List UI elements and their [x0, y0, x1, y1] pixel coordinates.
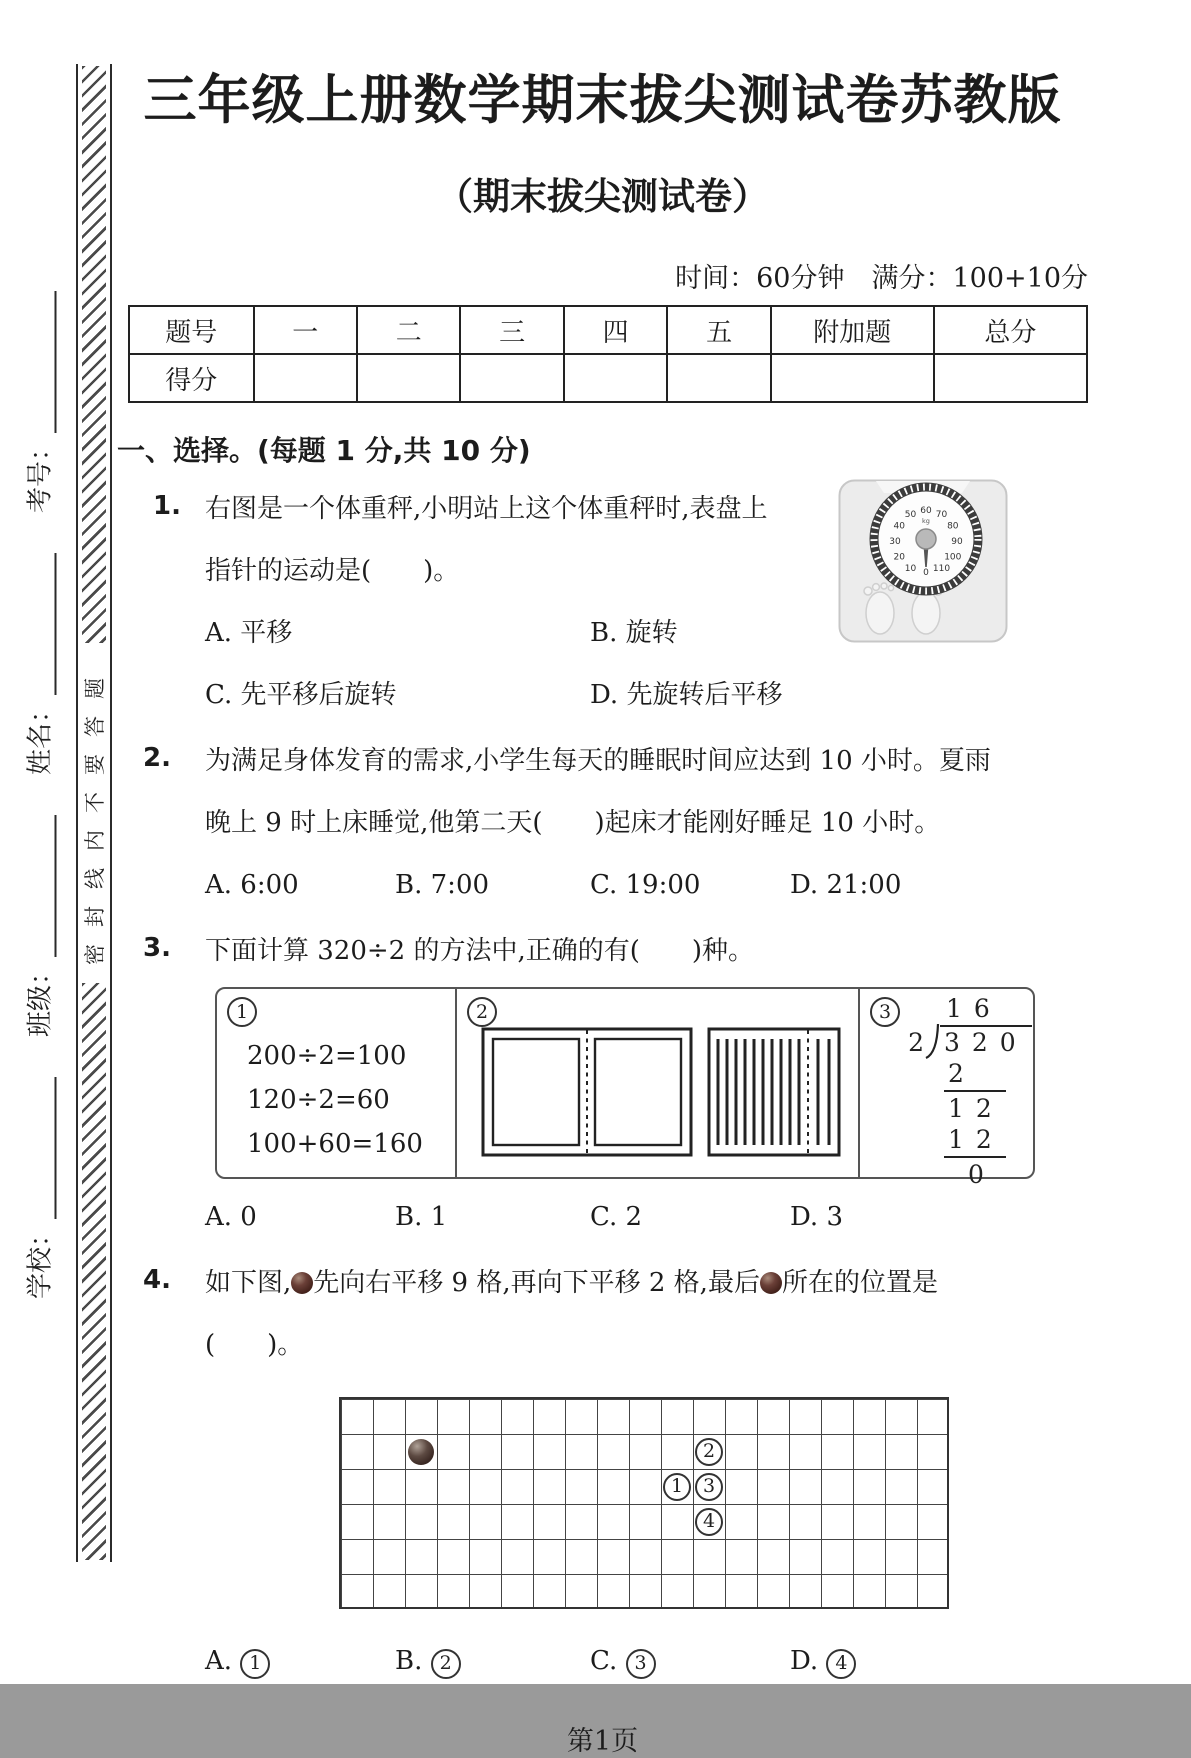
score-header-cell: 附加题 — [771, 306, 934, 354]
field-name-label: 姓名： — [25, 696, 56, 775]
field-school — [20, 1077, 57, 1299]
score-row-label: 得分 — [129, 354, 254, 402]
field-class-label: 班级： — [25, 959, 56, 1038]
score-header-cell: 三 — [460, 306, 563, 354]
division-diff1: 12 — [948, 1094, 1004, 1123]
svg-text:20: 20 — [893, 552, 905, 563]
grid-marker-2: 2 — [695, 1438, 723, 1466]
score-table — [128, 305, 1088, 403]
question-4 — [115, 1265, 1090, 1679]
score-header-cell: 总分 — [934, 306, 1087, 354]
q3-option-b: B. 1 — [395, 1202, 448, 1232]
seal-hatch-bottom — [82, 983, 106, 1560]
svg-text:kg: kg — [922, 517, 930, 525]
q1-option-a: A. 平移 — [205, 618, 293, 648]
q1-text-line2: 指针的运动是( )。 — [205, 556, 460, 586]
score-table-header-row — [129, 306, 1087, 354]
grid-marker-4: 4 — [695, 1508, 723, 1536]
q3-method1-line2: 120÷2=60 — [247, 1085, 390, 1115]
svg-text:80: 80 — [947, 521, 959, 532]
section-1-heading: 一、选择。(每题 1 分,共 10 分) — [117, 434, 531, 467]
score-header-cell: 一 — [254, 306, 357, 354]
q3-method-3 — [858, 989, 1033, 1189]
score-cell-empty — [667, 354, 770, 402]
field-class — [20, 815, 57, 1037]
field-school-label: 学校： — [25, 1221, 56, 1300]
score-cell-empty — [771, 354, 934, 402]
q3-option-a: A. 0 — [205, 1202, 257, 1232]
score-cell-empty — [934, 354, 1087, 402]
q3-method1-line3: 100+60=160 — [247, 1129, 423, 1159]
circled-2-icon: 2 — [467, 997, 497, 1027]
grid-ball-icon — [408, 1439, 434, 1465]
score-cell-empty — [564, 354, 667, 402]
svg-text:0: 0 — [923, 568, 929, 578]
question-3-number: 3. — [143, 933, 171, 963]
svg-text:70: 70 — [935, 510, 948, 521]
division-quotient: 16 — [946, 994, 1002, 1023]
field-school-blank — [27, 1077, 57, 1219]
page-subtitle: （期末拔尖测试卷） — [436, 175, 769, 218]
circled-3-icon: 3 — [870, 997, 900, 1027]
q2-option-b: B. 7:00 — [395, 870, 490, 900]
q3-text-line1: 下面计算 320÷2 的方法中,正确的有( )种。 — [205, 936, 755, 966]
score-header-cell: 四 — [564, 306, 667, 354]
field-examno — [20, 291, 57, 513]
score-cell-empty — [254, 354, 357, 402]
circled-1-icon: 1 — [240, 1649, 270, 1679]
score-cell-empty — [460, 354, 563, 402]
time-score-meta: 时间：60分钟 满分：100+10分 — [675, 263, 1088, 294]
division-rule-2 — [944, 1156, 1006, 1158]
svg-text:10: 10 — [904, 563, 917, 574]
q3-method-1 — [217, 989, 455, 1177]
long-division — [904, 993, 1032, 1190]
base-ten-blocks-diagram — [481, 1025, 841, 1165]
field-examno-blank — [27, 291, 57, 433]
q2-option-a: A. 6:00 — [205, 870, 299, 900]
q4-text-line1: 如下图, 先向右平移 9 格,再向下平移 2 格,最后 所在的位置是 — [205, 1268, 938, 1298]
ball-icon — [760, 1272, 782, 1294]
circled-4-icon: 4 — [826, 1649, 856, 1679]
field-class-blank — [27, 815, 57, 957]
division-rule-1 — [944, 1090, 1006, 1092]
question-2 — [115, 743, 1090, 903]
q4-option-d: D. 4 — [790, 1643, 1090, 1679]
circled-2-icon: 2 — [431, 1649, 461, 1679]
score-header-cell: 题号 — [129, 306, 254, 354]
svg-text:90: 90 — [951, 537, 963, 547]
seal-text: 密封线内不要答题 — [83, 661, 107, 965]
q1-option-d: D. 先旋转后平移 — [590, 680, 783, 710]
field-examno-label: 考号： — [25, 434, 56, 513]
svg-text:100: 100 — [944, 552, 962, 563]
page-number: 第1页 — [566, 1726, 639, 1757]
q4-option-b: B. 2 — [395, 1643, 590, 1679]
q1-option-b: B. 旋转 — [590, 618, 678, 648]
field-name — [20, 553, 57, 775]
q3-method-2 — [455, 989, 858, 1177]
weight-scale-image — [838, 479, 1008, 650]
scale-dial — [874, 487, 978, 591]
division-step2: 12 — [948, 1125, 1004, 1154]
q3-methods-box — [215, 987, 1035, 1189]
svg-text:30: 30 — [889, 537, 901, 547]
q1-option-c: C. 先平移后旋转 — [205, 680, 397, 710]
score-header-cell: 二 — [357, 306, 460, 354]
division-divisor: 2 — [908, 1028, 924, 1057]
grid-marker-1: 1 — [663, 1473, 691, 1501]
q2-text-line2: 晚上 9 时上床睡觉,他第二天( )起床才能刚好睡足 10 小时。 — [205, 808, 941, 838]
q2-option-c: C. 19:00 — [590, 870, 701, 900]
q2-option-d: D. 21:00 — [790, 870, 902, 900]
score-cell-empty — [357, 354, 460, 402]
q3-method1-line1: 200÷2=100 — [247, 1041, 407, 1071]
circled-3-icon: 3 — [626, 1649, 656, 1679]
page-title: 三年级上册数学期末拔尖测试卷苏教版 — [143, 70, 1062, 131]
division-dividend: 320 — [940, 1025, 1032, 1058]
exam-content — [115, 58, 1090, 1758]
sidebar-student-fields — [6, 95, 70, 1495]
q3-option-d: D. 3 — [790, 1202, 843, 1232]
svg-text:40: 40 — [893, 521, 905, 532]
svg-text:110: 110 — [932, 563, 951, 574]
division-remainder: 0 — [968, 1160, 984, 1189]
q3-option-c: C. 2 — [590, 1202, 643, 1232]
question-4-number: 4. — [143, 1265, 171, 1295]
question-2-number: 2. — [143, 743, 171, 773]
seal-line-strip — [76, 64, 112, 1562]
svg-text:60: 60 — [920, 506, 932, 516]
field-name-blank — [27, 553, 57, 695]
score-table-score-row — [129, 354, 1087, 402]
seal-hatch-top — [82, 66, 106, 643]
q1-text-line1: 右图是一个体重秤,小明站上这个体重秤时,表盘上 — [205, 494, 768, 524]
division-bracket-icon — [924, 1024, 940, 1058]
score-header-cell: 五 — [667, 306, 770, 354]
ball-icon — [291, 1272, 313, 1294]
question-3-options — [115, 1199, 1090, 1235]
question-1-number: 1. — [153, 491, 181, 521]
grid-marker-3: 3 — [695, 1473, 723, 1501]
q2-text-line1: 为满足身体发育的需求,小学生每天的睡眠时间应达到 10 小时。夏雨 — [205, 746, 991, 776]
division-step1: 2 — [948, 1059, 964, 1088]
translation-grid — [339, 1397, 949, 1609]
svg-text:50: 50 — [904, 510, 917, 521]
circled-1-icon: 1 — [227, 997, 257, 1027]
q4-text-line2: ( )。 — [205, 1330, 304, 1360]
q4-option-c: C. 3 — [590, 1643, 790, 1679]
q4-option-a: A. 1 — [205, 1643, 395, 1679]
question-3 — [115, 933, 1090, 969]
question-1 — [115, 491, 1090, 713]
